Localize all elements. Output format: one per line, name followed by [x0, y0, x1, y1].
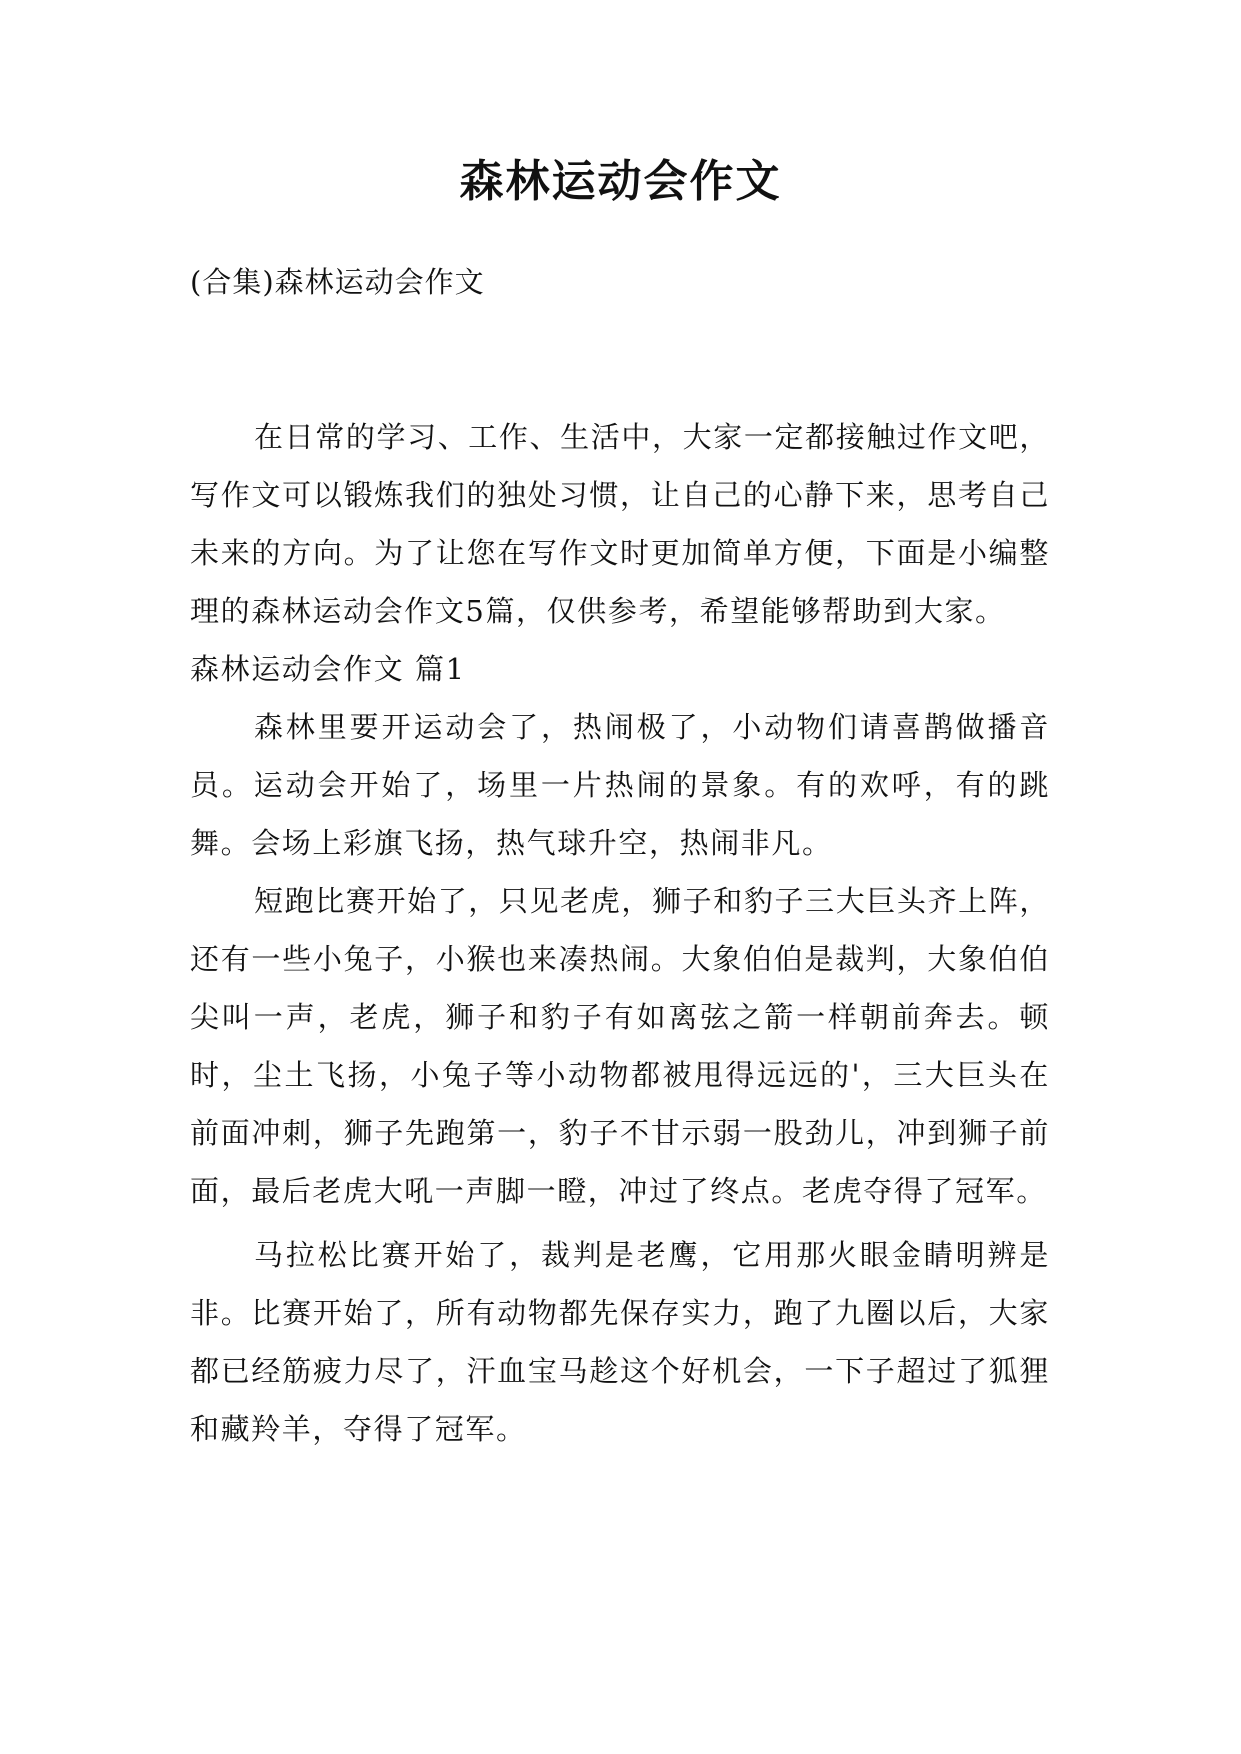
body-paragraph-2: 短跑比赛开始了，只见老虎，狮子和豹子三大巨头齐上阵，还有一些小兔子，小猴也来凑热闹。大象伯伯是裁判，大象伯伯尖叫一声，老虎，狮子和豹子有如离弦之箭一样朝前奔去。顿时，尘土飞扬，小兔子等小动物都被甩得远远的'，三大巨头在前面冲刺，狮子先跑第一，豹子不甘示弱一股劲儿，冲到狮子前面，最后老虎大吼一声脚一瞪，冲过了终点。老虎夺得了冠军。 — [190, 884, 1050, 1208]
intro-paragraph: 在日常的学习、工作、生活中，大家一定都接触过作文吧，写作文可以锻炼我们的独处习惯，让自己的心静下来，思考自己未来的方向。为了让您在写作文时更加简单方便，下面是小编整理的森林运动会作文5篇，仅供参考，希望能够帮助到大家。 — [190, 420, 1050, 628]
document-title: 森林运动会作文 — [459, 156, 782, 207]
document-subtitle: (合集)森林运动会作文 — [190, 265, 485, 299]
section-heading: 森林运动会作文 篇1 — [190, 652, 466, 686]
document-body — [190, 408, 1050, 1458]
body-paragraph-1: 森林里要开运动会了，热闹极了，小动物们请喜鹊做播音员。运动会开始了，场里一片热闹的景象。有的欢呼，有的跳舞。会场上彩旗飞扬，热气球升空，热闹非凡。 — [190, 710, 1050, 860]
body-paragraph-3: 马拉松比赛开始了，裁判是老鹰，它用那火眼金睛明辨是非。比赛开始了，所有动物都先保存实力，跑了九圈以后，大家都已经筋疲力尽了，汗血宝马趁这个好机会，一下子超过了狐狸和藏羚羊，夺得了冠军。 — [190, 1238, 1050, 1446]
